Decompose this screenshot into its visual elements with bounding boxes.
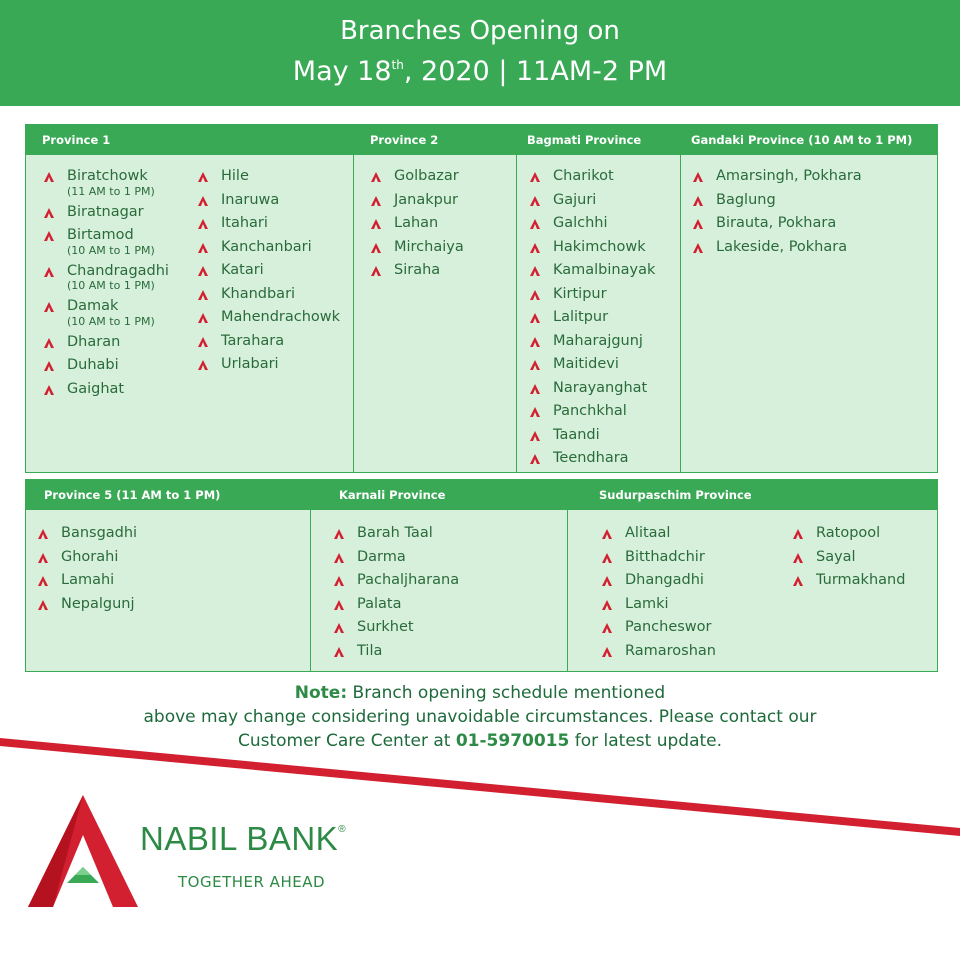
branch-name: Janakpur: [394, 191, 458, 208]
branch-name: Gaighat: [67, 380, 125, 397]
branch-name: Maharajgunj: [553, 332, 643, 349]
branch-name: Pachaljharana: [357, 572, 460, 588]
date-suffix: th: [391, 58, 404, 72]
branch-name: Teendhara: [553, 450, 629, 466]
branch-name: Dharan: [67, 333, 121, 350]
branch-name: Bitthadchir: [625, 548, 705, 565]
branch-name: Galchhi: [553, 215, 608, 231]
branch-hours: (10 AM to 1 PM): [67, 314, 155, 328]
branch-name: Chandragadhi: [67, 262, 169, 279]
branch-name: Barah Taal: [357, 525, 433, 541]
branch-name: Maitidevi: [553, 356, 619, 372]
branch-name: Surkhet: [357, 619, 414, 635]
branch-name: Baglung: [716, 191, 776, 208]
branch-name: Ghorahi: [61, 548, 119, 565]
branch-name: Darma: [357, 548, 406, 565]
nabil-logo-icon: [28, 795, 138, 907]
branch-name: Taandi: [553, 426, 600, 443]
branch-name: Urlabari: [221, 356, 279, 372]
branch-name: Alitaal: [625, 525, 671, 541]
branch-name: Damak: [67, 298, 119, 314]
branch-name: Gajuri: [553, 191, 597, 208]
branch-name: Charikot: [553, 168, 614, 184]
branch-name: Tila: [357, 642, 383, 659]
bank-tagline: TOGETHER AHEAD: [178, 873, 326, 891]
branch-name: Nepalgunj: [61, 595, 135, 612]
header-province-5: Province 5 (11 AM to 1 PM): [44, 488, 221, 502]
branch-name: Pancheswor: [625, 619, 712, 635]
branch-name: Lalitpur: [553, 309, 609, 325]
branch-name: Duhabi: [67, 357, 119, 373]
branch-name: Khandbari: [221, 285, 296, 302]
branch-name: Lamahi: [61, 572, 115, 588]
branch-name: Hakimchowk: [553, 238, 646, 255]
branch-name: Mirchaiya: [394, 238, 464, 255]
branch-name: Lamki: [625, 595, 669, 612]
note-line-1: Branch opening schedule mentioned: [347, 683, 666, 703]
branch-name: Itahari: [221, 215, 268, 231]
branch-name: Inaruwa: [221, 191, 280, 208]
branch-name: Golbazar: [394, 168, 459, 184]
branch-name: Kirtipur: [553, 285, 607, 302]
branch-hours: (10 AM to 1 PM): [67, 279, 155, 292]
header-gandaki: Gandaki Province (10 AM to 1 PM): [691, 133, 913, 147]
header-karnali: Karnali Province: [339, 488, 446, 502]
note-label: Note:: [294, 683, 348, 703]
branch-name: Amarsingh, Pokhara: [716, 168, 862, 184]
branch-name: Narayanghat: [553, 379, 648, 396]
branch-name: Birauta, Pokhara: [716, 215, 837, 231]
branch-name: Bansgadhi: [61, 525, 138, 541]
bank-name-text: NABIL BANK: [140, 820, 339, 857]
note-line-3-end: for latest update.: [569, 731, 723, 751]
branch-name: Biratnagar: [67, 203, 144, 220]
branch-name: Panchkhal: [553, 403, 627, 419]
branch-name: Ratopool: [816, 525, 881, 541]
branch-name: Kanchanbari: [221, 238, 312, 255]
note-line-2: above may change considering unavoidable circumstances. Please contact our: [143, 707, 817, 727]
branch-name: Katari: [221, 262, 264, 278]
branch-name: Turmakhand: [816, 572, 906, 588]
date-text: May 18: [292, 56, 392, 87]
branch-name: Mahendrachowk: [221, 309, 341, 325]
header-bagmati: Bagmati Province: [527, 133, 642, 147]
branch-hours: (11 AM to 1 PM): [67, 184, 155, 198]
customer-care-phone: 01-5970015: [455, 731, 570, 751]
branch-name: Palata: [357, 595, 402, 612]
branch-name: Lahan: [394, 215, 439, 231]
banner-title: Branches Opening on: [340, 16, 620, 46]
branch-name: Dhangadhi: [625, 572, 704, 588]
registered-mark: ®: [338, 824, 347, 835]
branch-name: Tarahara: [221, 332, 285, 349]
date-time-text: , 2020 | 11AM-2 PM: [403, 56, 668, 87]
header-province-1: Province 1: [42, 133, 111, 147]
branch-name: Kamalbinayak: [553, 262, 656, 278]
header-province-2: Province 2: [370, 133, 439, 147]
branch-hours: (10 AM to 1 PM): [67, 243, 155, 257]
branch-name: Lakeside, Pokhara: [716, 238, 848, 255]
branch-name: Sayal: [816, 548, 856, 565]
branch-name: Birtamod: [67, 227, 134, 243]
branch-name: Siraha: [394, 262, 441, 278]
header-sudurpaschim: Sudurpaschim Province: [599, 488, 752, 502]
bank-name: [140, 820, 346, 858]
branch-name: Biratchowk: [67, 168, 148, 184]
note-line-3: Customer Care Center at: [237, 731, 456, 751]
branch-name: Hile: [221, 168, 249, 184]
branch-name: Ramaroshan: [625, 642, 716, 659]
